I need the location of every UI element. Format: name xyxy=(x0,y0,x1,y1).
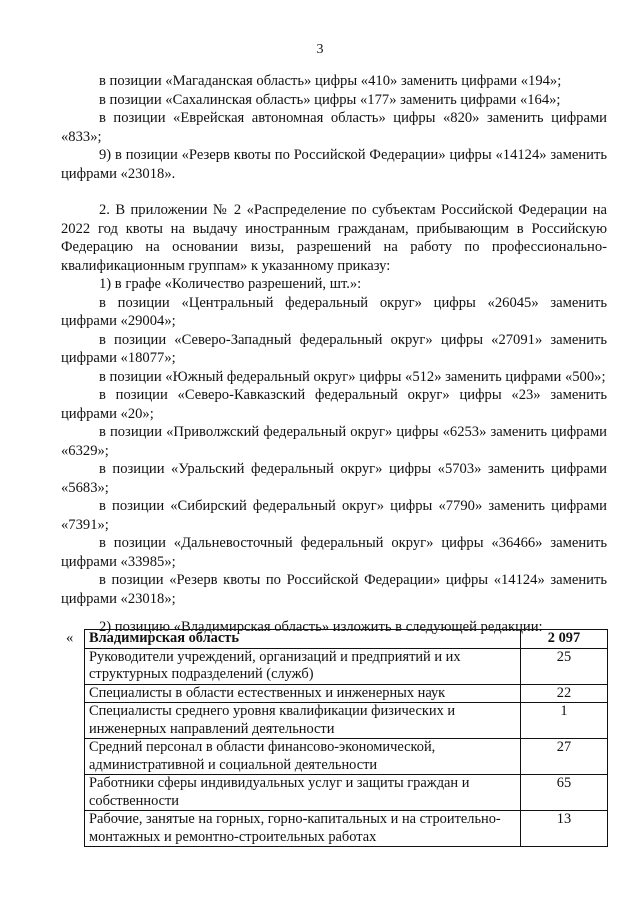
text-line: в позиции «Сахалинская область» цифры «177» заменить цифрами «164»; xyxy=(99,91,561,108)
table-row xyxy=(85,775,608,811)
text-line: в позиции «Уральский федеральный округ» цифры «5703» заменить цифрами «5683»; xyxy=(61,461,607,496)
text-line: в позиции «Дальневосточный федеральный округ» цифры «36466» заменить цифрами «33985»; xyxy=(61,535,607,570)
text-line: 1) в графе «Количество разрешений, шт.»: xyxy=(99,276,362,292)
page-number: 3 xyxy=(316,42,324,57)
text-line: в позиции «Еврейская автономная область» цифры «820» заменить цифрами «833»; xyxy=(61,110,607,145)
text-line: в позиции «Северо-Кавказский федеральный округ» цифры «23» заменить цифрами «20»; xyxy=(61,387,607,422)
table-cell-value: 27 xyxy=(521,739,608,775)
table-row xyxy=(85,703,608,739)
table-cell-value: 65 xyxy=(521,775,608,811)
text-line: в позиции «Центральный федеральный округ» цифры «26045» заменить цифрами «29004»; xyxy=(61,294,607,329)
text-line: в позиции «Северо-Западный федеральный округ» цифры «27091» заменить цифрами «18077»; xyxy=(61,331,607,366)
table-cell-value: 22 xyxy=(521,684,608,703)
table-header-name: Владимирская область xyxy=(85,630,521,649)
text-line: 2. В приложении № 2 «Распределение по субъектам Российской Федерации на 2022 год квоты на выдачу иностранным гражданам, прибывающим в Российскую Федерацию на основании визы, разрешений на работу по профессионально-квалификационным группам» к указанному приказу: xyxy=(61,202,607,274)
text-line: 2) позицию «Владимирская область» изложить в следующей редакции: xyxy=(99,619,543,635)
table-cell-value: 1 xyxy=(521,703,608,739)
table-row xyxy=(85,811,608,847)
text-line: в позиции «Южный федеральный округ» цифры «512» заменить цифрами «500»; xyxy=(99,368,606,385)
paragraph-gap xyxy=(61,608,607,618)
table-cell-name: Рабочие, занятые на горных, горно-капитальных и на строительно-монтажных и ремонтно-строительных работах xyxy=(85,811,521,847)
text-line: в позиции «Резерв квоты по Российской Федерации» цифры «14124» заменить цифрами «23018»; xyxy=(61,572,607,607)
table-cell-value: 25 xyxy=(521,648,608,684)
table-row xyxy=(85,684,608,703)
text-line: в позиции «Магаданская область» цифры «410» заменить цифрами «194»; xyxy=(99,73,562,89)
table-cell-name: Руководители учреждений, организаций и предприятий и их структурных подразделений (служб) xyxy=(85,648,521,684)
table-header-row xyxy=(85,630,608,649)
text-line: в позиции «Сибирский федеральный округ» цифры «7790» заменить цифрами «7391»; xyxy=(61,498,607,533)
table-cell-name: Работники сферы индивидуальных услуг и защиты граждан и собственности xyxy=(85,775,521,811)
table-cell-name: Специалисты среднего уровня квалификации физических и инженерных направлений деятельности xyxy=(85,703,521,739)
table-header-value: 2 097 xyxy=(521,630,608,649)
text-line: в позиции «Приволжский федеральный округ» цифры «6253» заменить цифрами «6329»; xyxy=(61,424,607,459)
table-cell-name: Средний персонал в области финансово-экономической, административной и социальной деятельности xyxy=(85,739,521,775)
table-row xyxy=(85,739,608,775)
table-cell-name: Специалисты в области естественных и инженерных наук xyxy=(85,684,521,703)
region-table xyxy=(84,629,608,847)
text-line: 9) в позиции «Резерв квоты по Российской Федерации» цифры «14124» заменить цифрами «23018». xyxy=(61,147,607,182)
open-quote: « xyxy=(66,630,74,646)
table-row xyxy=(85,648,608,684)
document-body xyxy=(61,72,607,637)
table-cell-value: 13 xyxy=(521,811,608,847)
paragraph-gap xyxy=(61,183,607,201)
